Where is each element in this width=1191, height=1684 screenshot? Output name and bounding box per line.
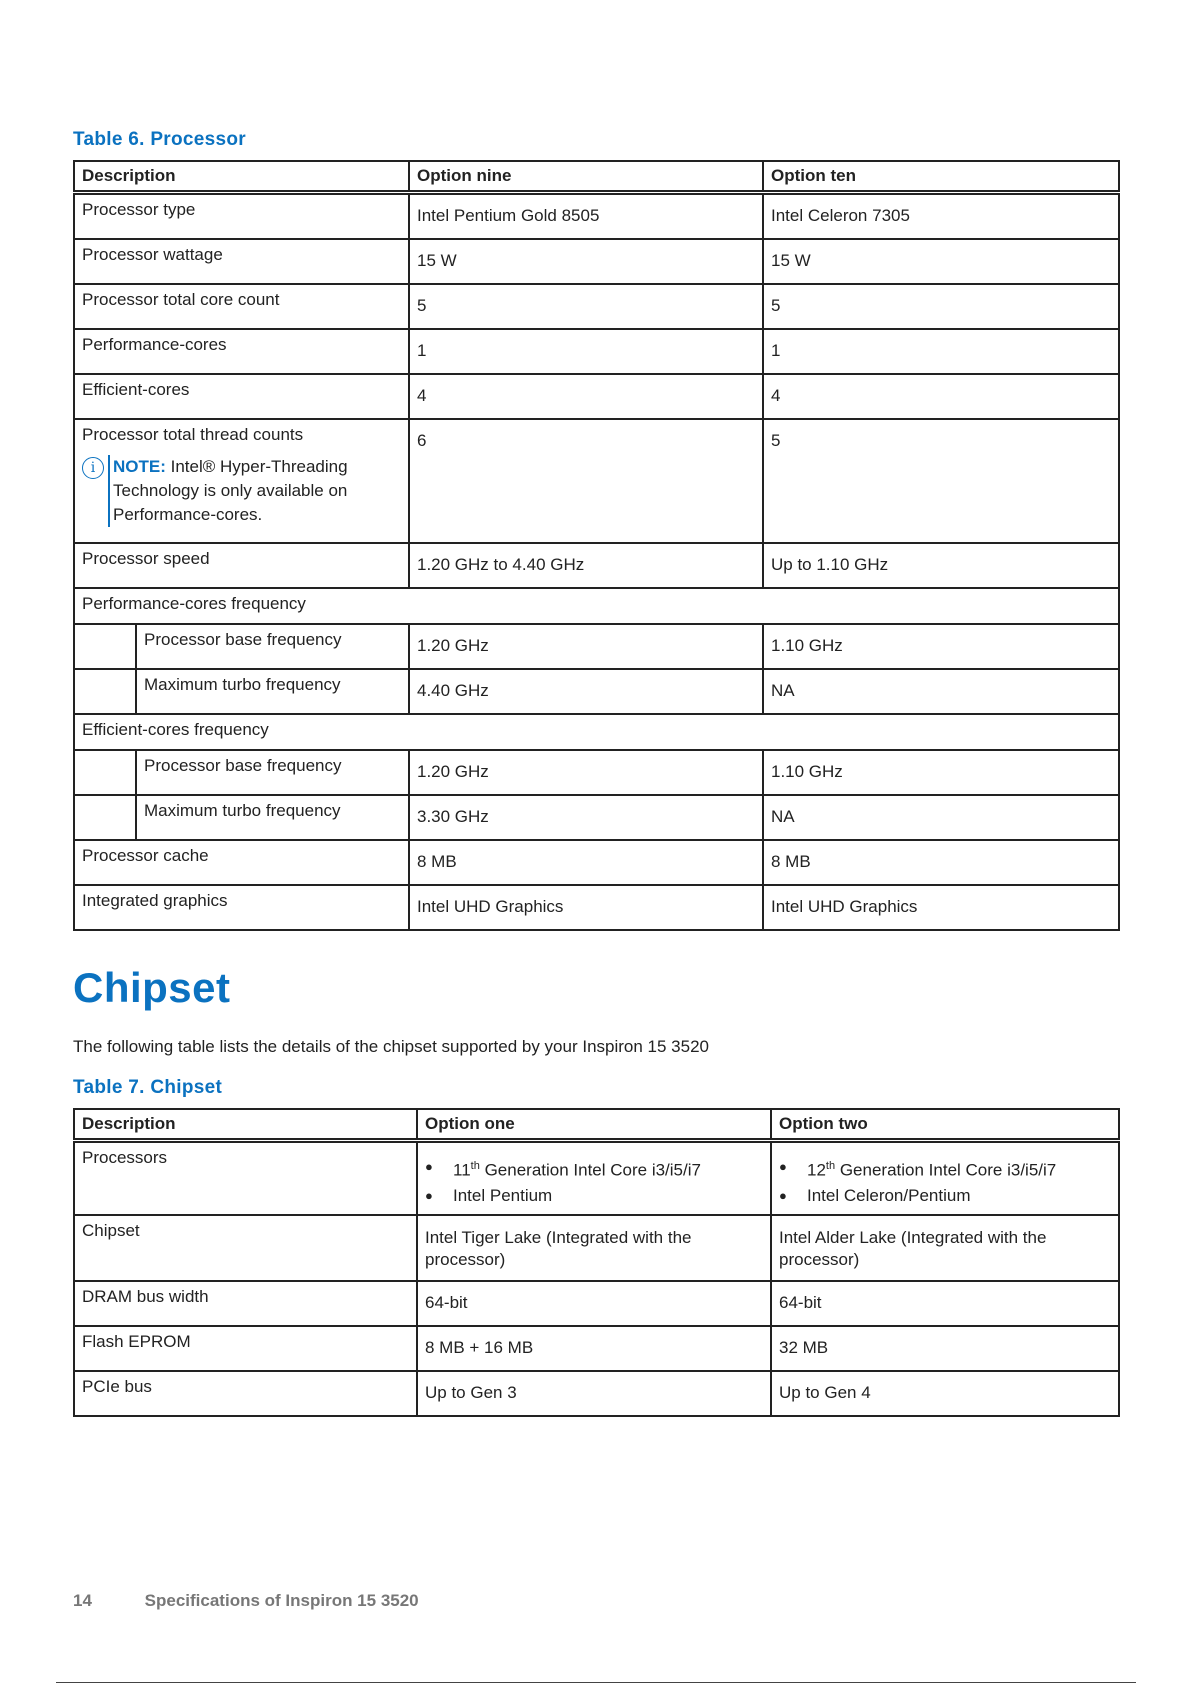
processors-option-two [771, 1141, 1119, 1215]
row-value: 3.30 GHz [409, 795, 763, 840]
row-value: 64-bit [417, 1281, 771, 1326]
header-option-nine: Option nine [409, 161, 763, 193]
table-row [74, 239, 1119, 284]
header-description: Description [74, 161, 409, 193]
note-body [108, 455, 401, 527]
row-label: Processor total thread counts [82, 424, 304, 444]
row-value: Up to Gen 4 [771, 1371, 1119, 1416]
row-value: Intel Celeron 7305 [763, 193, 1119, 239]
table-row [74, 750, 1119, 795]
row-value: Up to 1.10 GHz [763, 543, 1119, 588]
row-value: Up to Gen 3 [417, 1371, 771, 1416]
row-value: 32 MB [771, 1326, 1119, 1371]
chipset-intro: The following table lists the details of the chipset supported by your Inspiron 15 3520 [73, 1037, 709, 1056]
table7-caption: Table 7. Chipset [73, 1077, 223, 1098]
table-row [74, 1371, 1119, 1416]
table-row [74, 419, 1119, 543]
row-label: Processor total core count [74, 284, 409, 329]
list-item: ● Intel Pentium [425, 1183, 763, 1208]
row-label: Efficient-cores [74, 374, 409, 419]
row-label: Processor wattage [74, 239, 409, 284]
row-value: Intel Tiger Lake (Integrated with the processor) [417, 1215, 771, 1281]
row-value: 5 [409, 284, 763, 329]
footer-title: Specifications of Inspiron 15 3520 [144, 1591, 419, 1610]
indent-cell [74, 624, 136, 669]
table-row [74, 624, 1119, 669]
header-description: Description [74, 1109, 417, 1141]
header-option-one: Option one [417, 1109, 771, 1141]
row-label: Flash EPROM [74, 1326, 417, 1371]
row-label: DRAM bus width [74, 1281, 417, 1326]
table6-caption: Table 6. Processor [73, 129, 246, 150]
header-option-ten: Option ten [763, 161, 1119, 193]
row-value: 1.20 GHz [409, 750, 763, 795]
row-label: Maximum turbo frequency [136, 795, 409, 840]
row-value: 6 [409, 419, 763, 543]
row-value: 1 [763, 329, 1119, 374]
note-text: Intel® Hyper-Threading Technology is only available on Performance-cores. [113, 456, 348, 524]
table-row [74, 1281, 1119, 1326]
row-value: NA [763, 795, 1119, 840]
row-value: 1 [409, 329, 763, 374]
row-value: 8 MB [409, 840, 763, 885]
table-row [74, 840, 1119, 885]
table-row [74, 543, 1119, 588]
section-label: Performance-cores frequency [74, 588, 1119, 624]
table-row [74, 885, 1119, 930]
row-value: 4 [409, 374, 763, 419]
table-row [74, 795, 1119, 840]
row-label: Processor base frequency [136, 624, 409, 669]
row-value: 15 W [763, 239, 1119, 284]
row-value: Intel UHD Graphics [763, 885, 1119, 930]
row-label-cell [74, 419, 409, 543]
header-option-two: Option two [771, 1109, 1119, 1141]
page-number: 14 [73, 1591, 92, 1610]
table-row [74, 1141, 1119, 1215]
table-row [74, 669, 1119, 714]
footer-rule [56, 1682, 1136, 1683]
row-label: Processor base frequency [136, 750, 409, 795]
row-value: 1.10 GHz [763, 750, 1119, 795]
row-value: 4.40 GHz [409, 669, 763, 714]
row-value: 4 [763, 374, 1119, 419]
row-value: 15 W [409, 239, 763, 284]
list-item: ● 12th Generation Intel Core i3/i5/i7 [779, 1154, 1111, 1183]
row-value: Intel Pentium Gold 8505 [409, 193, 763, 239]
section-row [74, 588, 1119, 624]
row-label: Processors [74, 1141, 417, 1215]
note-label: NOTE: [113, 456, 166, 476]
row-label: Performance-cores [74, 329, 409, 374]
processor-list [779, 1154, 1111, 1208]
table-row [74, 374, 1119, 419]
table-row [74, 1326, 1119, 1371]
table-row [74, 1215, 1119, 1281]
hyperthreading-note [82, 455, 401, 527]
row-label: Processor type [74, 193, 409, 239]
processor-table [73, 160, 1120, 931]
table-header-row [74, 161, 1119, 193]
indent-cell [74, 795, 136, 840]
page-footer [73, 1591, 419, 1611]
processor-list [425, 1154, 763, 1208]
table-row [74, 284, 1119, 329]
row-value: NA [763, 669, 1119, 714]
chipset-table [73, 1108, 1120, 1417]
row-label: Processor speed [74, 543, 409, 588]
section-row [74, 714, 1119, 750]
section-label: Efficient-cores frequency [74, 714, 1119, 750]
row-value: 1.20 GHz [409, 624, 763, 669]
row-label: PCIe bus [74, 1371, 417, 1416]
row-label: Maximum turbo frequency [136, 669, 409, 714]
row-value: 8 MB + 16 MB [417, 1326, 771, 1371]
list-item: ● 11th Generation Intel Core i3/i5/i7 [425, 1154, 763, 1183]
row-value: 5 [763, 284, 1119, 329]
row-value: 64-bit [771, 1281, 1119, 1326]
row-value: 1.20 GHz to 4.40 GHz [409, 543, 763, 588]
list-item: ● Intel Celeron/Pentium [779, 1183, 1111, 1208]
row-value: 5 [763, 419, 1119, 543]
row-label: Processor cache [74, 840, 409, 885]
row-value: 8 MB [763, 840, 1119, 885]
chipset-heading: Chipset [73, 964, 231, 1011]
indent-cell [74, 669, 136, 714]
row-value: 1.10 GHz [763, 624, 1119, 669]
row-label: Chipset [74, 1215, 417, 1281]
table-row [74, 329, 1119, 374]
table-header-row [74, 1109, 1119, 1141]
row-label: Integrated graphics [74, 885, 409, 930]
indent-cell [74, 750, 136, 795]
row-value: Intel UHD Graphics [409, 885, 763, 930]
info-icon: i [82, 457, 104, 479]
processors-option-one [417, 1141, 771, 1215]
table-row [74, 193, 1119, 239]
row-value: Intel Alder Lake (Integrated with the processor) [771, 1215, 1119, 1281]
